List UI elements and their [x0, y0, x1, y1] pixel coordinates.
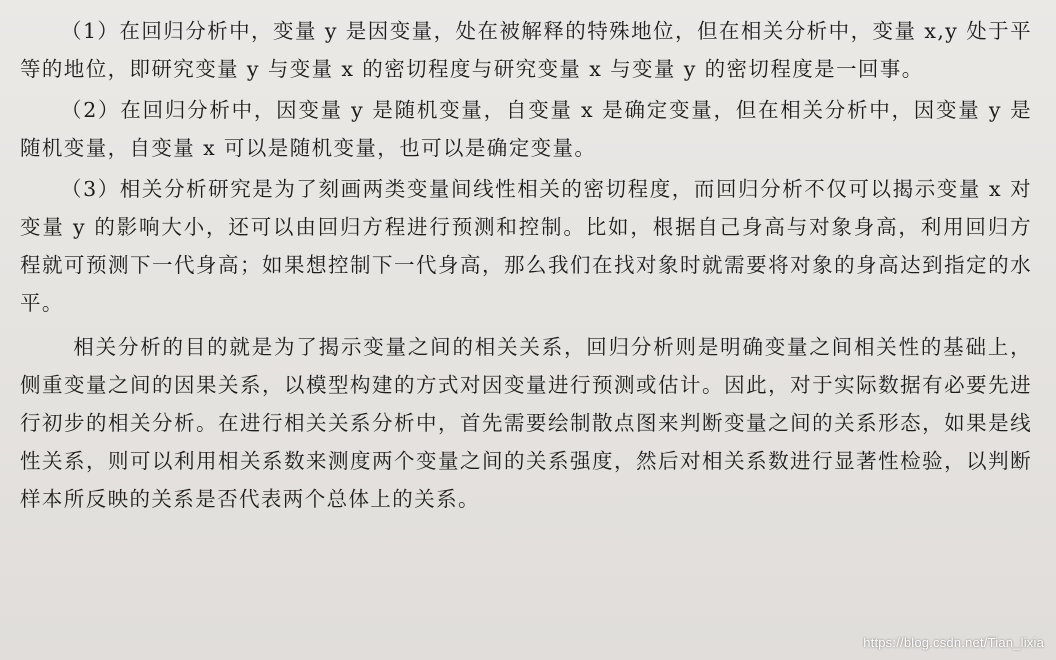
- watermark-text: https://blog.csdn.net/Tian_lixia: [863, 635, 1044, 650]
- paragraph-1: （1）在回归分析中，变量 y 是因变量，处在被解释的特殊地位，但在相关分析中，变量 x,y 处于平等的地位，即研究变量 y 与变量 x 的密切程度与研究变量 x 与变量 y 的密切程度是一回事。: [20, 19, 1032, 81]
- paragraph-4: 相关分析的目的就是为了揭示变量之间的相关关系，回归分析则是明确变量之间相关性的基础上，侧重变量之间的因果关系，以模型构建的方式对因变量进行预测或估计。因此，对于实际数据有必要先进行初步的相关分析。在进行相关关系分析中，首先需要绘制散点图来判断变量之间的关系形态，如果是线性关系，则可以利用相关系数来测度两个变量之间的关系强度，然后对相关系数进行显著性检验，以判断样本所反映的关系是否代表两个总体上的关系。: [20, 335, 1032, 511]
- paragraph-2: （2）在回归分析中，因变量 y 是随机变量，自变量 x 是确定变量，但在相关分析中，因变量 y 是随机变量，自变量 x 可以是随机变量，也可以是确定变量。: [20, 98, 1032, 160]
- document-body: [20, 12, 1032, 518]
- paragraph-3: （3）相关分析研究是为了刻画两类变量间线性相关的密切程度，而回归分析不仅可以揭示变量 x 对变量 y 的影响大小，还可以由回归方程进行预测和控制。比如，根据自己身高与对象身高，利用回归方程就可预测下一代身高；如果想控制下一代身高，那么我们在找对象时就需要将对象的身高达到指定的水平。: [20, 177, 1032, 315]
